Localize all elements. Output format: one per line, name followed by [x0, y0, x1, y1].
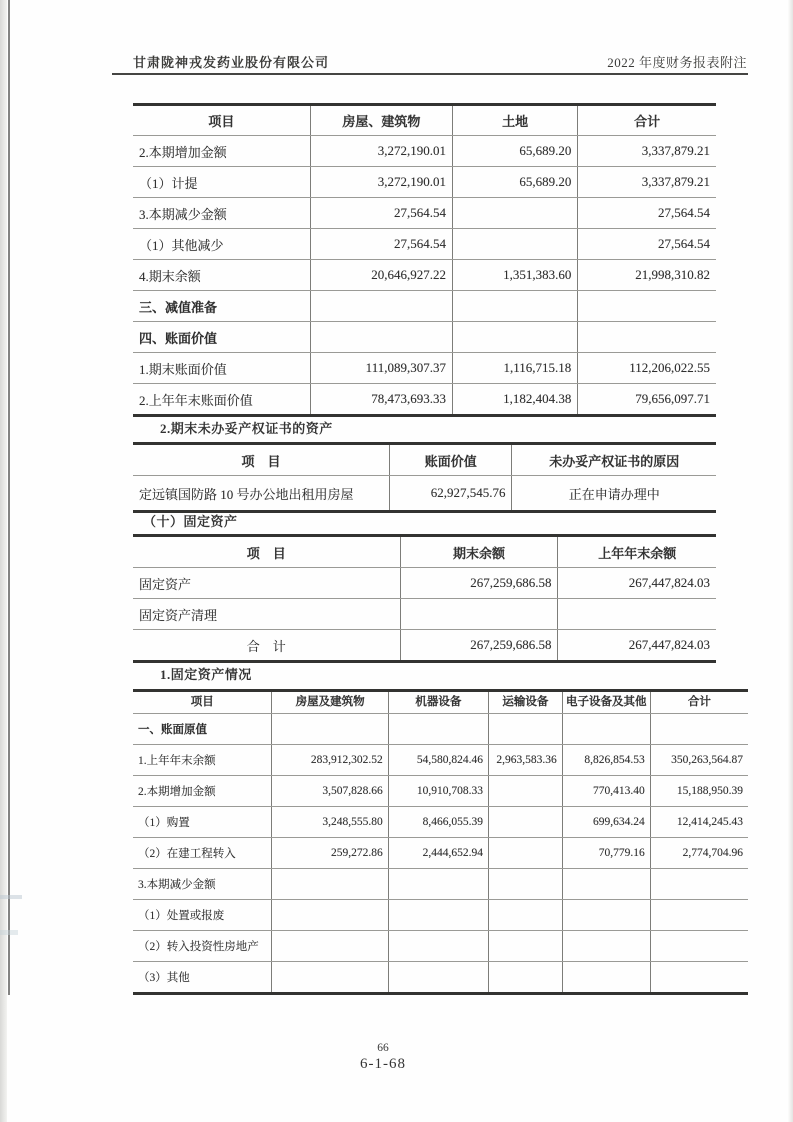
- value-cell: [388, 900, 488, 931]
- value-cell: [452, 291, 577, 322]
- section-heading-fixed-assets-detail: 1.固定资产情况: [160, 667, 252, 682]
- value-cell: 27,564.54: [578, 198, 716, 229]
- value-cell: [272, 962, 388, 994]
- value-cell: 10,910,708.33: [388, 776, 488, 807]
- value-cell: 112,206,022.55: [578, 353, 716, 384]
- value-cell: 3,248,555.80: [272, 807, 388, 838]
- row-label-cell: 3.本期减少金额: [133, 198, 310, 229]
- value-cell: 1,351,383.60: [452, 260, 577, 291]
- page-footer: [0, 1042, 766, 1073]
- row-label-cell: 固定资产清理: [133, 599, 400, 630]
- value-cell: [488, 838, 562, 869]
- company-name: 甘肃陇神戎发药业股份有限公司: [133, 55, 330, 70]
- table-row: [133, 931, 748, 962]
- table-row: [133, 568, 716, 599]
- unregistered-assets-table: [133, 442, 716, 513]
- value-cell: [578, 291, 716, 322]
- table-row: [133, 869, 748, 900]
- column-header: 机器设备: [388, 691, 488, 714]
- value-cell: 267,447,824.03: [628, 637, 710, 652]
- value-cell: [578, 322, 716, 353]
- value-cell: 2,963,583.36: [488, 745, 562, 776]
- row-label-cell: 4.期末余额: [133, 260, 310, 291]
- value-cell: [388, 869, 488, 900]
- row-label-cell: 2.上年年末账面价值: [133, 384, 310, 416]
- table-row: [133, 476, 716, 512]
- table-row: [133, 900, 748, 931]
- section-heading-unregistered-assets: 2.期末未办妥产权证书的资产: [160, 421, 333, 436]
- page-number: 66: [377, 1042, 389, 1054]
- value-cell: [310, 291, 452, 322]
- value-cell: [488, 714, 562, 745]
- value-cell: [272, 900, 388, 931]
- value-cell: [388, 931, 488, 962]
- table-row: [133, 353, 716, 384]
- value-cell: [650, 714, 748, 745]
- scan-edge-line: [8, 0, 10, 995]
- value-cell: [488, 869, 562, 900]
- column-header: 未办妥产权证书的原因: [512, 444, 716, 476]
- value-cell: 267,259,686.58: [400, 630, 558, 662]
- value-cell: 65,689.20: [452, 136, 577, 167]
- value-cell: 259,272.86: [272, 838, 388, 869]
- value-cell: [310, 322, 452, 353]
- column-header: 合计: [578, 105, 716, 136]
- row-label-cell: （2）在建工程转入: [133, 838, 272, 869]
- row-label-cell: 固定资产: [133, 568, 400, 599]
- column-header: 账面价值: [390, 444, 512, 476]
- table-row: [133, 384, 716, 416]
- column-header: 合计: [650, 691, 748, 714]
- value-cell: [388, 714, 488, 745]
- row-label-cell: 1.上年年末余额: [133, 745, 272, 776]
- table-row: [133, 167, 716, 198]
- scan-smudge: [0, 895, 22, 899]
- value-cell: [562, 714, 650, 745]
- value-cell: [488, 931, 562, 962]
- header-rule: [112, 73, 748, 75]
- table-row: [133, 599, 716, 630]
- value-cell: 62,927,545.76: [390, 476, 512, 512]
- row-label-cell: 3.本期减少金额: [133, 869, 272, 900]
- value-cell: 2,774,704.96: [650, 838, 748, 869]
- value-cell: 27,564.54: [310, 198, 452, 229]
- value-cell: 350,263,564.87: [650, 745, 748, 776]
- table-row: [133, 807, 748, 838]
- value-cell: 正在申请办理中: [568, 486, 660, 502]
- table-row: [133, 136, 716, 167]
- table-row: [133, 322, 716, 353]
- value-cell: [272, 931, 388, 962]
- value-cell: [488, 776, 562, 807]
- value-cell: [272, 869, 388, 900]
- value-cell: 8,466,055.39: [388, 807, 488, 838]
- column-header: 房屋及建筑物: [272, 691, 388, 714]
- value-cell: 770,413.40: [562, 776, 650, 807]
- value-cell: 54,580,824.46: [388, 745, 488, 776]
- row-label-cell: 四、账面价值: [133, 322, 310, 353]
- column-header: 土地: [452, 105, 577, 136]
- row-label-cell: 1.期末账面价值: [133, 353, 310, 384]
- value-cell: 20,646,927.22: [310, 260, 452, 291]
- value-cell: 15,188,950.39: [650, 776, 748, 807]
- fixed-assets-detail-table: [133, 689, 748, 995]
- row-label-cell: 合 计: [133, 630, 400, 662]
- value-cell: 3,337,879.21: [578, 136, 716, 167]
- value-cell: [452, 322, 577, 353]
- table-row: [133, 838, 748, 869]
- column-header: 项目: [133, 691, 272, 714]
- value-cell: [452, 229, 577, 260]
- value-cell: 699,634.24: [562, 807, 650, 838]
- table-row: [133, 229, 716, 260]
- value-cell: [400, 599, 558, 630]
- value-cell: 267,447,824.03: [558, 568, 716, 599]
- column-header: 项 目: [133, 536, 400, 568]
- row-label-cell: （1）其他减少: [133, 229, 310, 260]
- row-label-cell: （3）其他: [133, 962, 272, 994]
- depreciation-continuation-table: [133, 103, 716, 417]
- table-row: [133, 198, 716, 229]
- value-cell: 1,116,715.18: [452, 353, 577, 384]
- value-cell: 27,564.54: [578, 229, 716, 260]
- row-label-cell: 2.本期增加金额: [133, 776, 272, 807]
- value-cell: [272, 714, 388, 745]
- table-row: [133, 745, 748, 776]
- value-cell: [650, 962, 748, 994]
- row-label-cell: 一、账面原值: [133, 714, 272, 745]
- value-cell: 3,272,190.01: [310, 167, 452, 198]
- value-cell: 21,998,310.82: [578, 260, 716, 291]
- page-code: 6-1-68: [360, 1056, 406, 1072]
- row-label-cell: （1）购置: [133, 807, 272, 838]
- value-cell: 2,444,652.94: [388, 838, 488, 869]
- value-cell: 111,089,307.37: [310, 353, 452, 384]
- value-cell: [562, 931, 650, 962]
- row-label-cell: （1）处置或报废: [133, 900, 272, 931]
- value-cell: [388, 962, 488, 994]
- document-title: 2022 年度财务报表附注: [607, 55, 747, 70]
- value-cell: [488, 807, 562, 838]
- section-heading-fixed-assets: （十）固定资产: [143, 514, 238, 529]
- value-cell: [558, 599, 716, 630]
- table-row: [133, 962, 748, 994]
- row-label-cell: （1）计提: [133, 167, 310, 198]
- column-header: 期末余额: [400, 536, 558, 568]
- row-label-cell: 定远镇国防路 10 号办公地出租用房屋: [133, 476, 390, 512]
- value-cell: [488, 962, 562, 994]
- row-label-cell: 2.本期增加金额: [133, 136, 310, 167]
- column-header: 项目: [133, 105, 310, 136]
- value-cell: [650, 900, 748, 931]
- value-cell: 283,912,302.52: [272, 745, 388, 776]
- table-row: [133, 776, 748, 807]
- scan-right-shade: [788, 0, 793, 1122]
- row-label-cell: 三、减值准备: [133, 291, 310, 322]
- value-cell: 27,564.54: [310, 229, 452, 260]
- fixed-assets-summary-table: [133, 534, 716, 663]
- value-cell: [452, 198, 577, 229]
- value-cell: 3,272,190.01: [310, 136, 452, 167]
- value-cell: [650, 869, 748, 900]
- value-cell: 3,507,828.66: [272, 776, 388, 807]
- scan-left-shade: [0, 0, 7, 1122]
- value-cell: [650, 931, 748, 962]
- table-row: [133, 714, 748, 745]
- table-row: [133, 291, 716, 322]
- value-cell: 65,689.20: [452, 167, 577, 198]
- value-cell: 78,473,693.33: [310, 384, 452, 416]
- value-cell: 79,656,097.71: [635, 391, 710, 406]
- value-cell: 267,259,686.58: [400, 568, 558, 599]
- column-header: 电子设备及其他: [562, 691, 650, 714]
- value-cell: 70,779.16: [562, 838, 650, 869]
- value-cell: [562, 900, 650, 931]
- column-header: 项 目: [133, 444, 390, 476]
- column-header: 上年年末余额: [558, 536, 716, 568]
- value-cell: [562, 869, 650, 900]
- column-header: 房屋、建筑物: [310, 105, 452, 136]
- value-cell: 12,414,245.43: [650, 807, 748, 838]
- row-label-cell: （2）转入投资性房地产: [133, 931, 272, 962]
- value-cell: 3,337,879.21: [578, 167, 716, 198]
- table-row: [133, 260, 716, 291]
- scan-smudge: [0, 930, 18, 935]
- column-header: 运输设备: [488, 691, 562, 714]
- value-cell: [488, 900, 562, 931]
- value-cell: 1,182,404.38: [452, 384, 577, 416]
- table-row: [133, 630, 716, 662]
- value-cell: [562, 962, 650, 994]
- value-cell: 8,826,854.53: [562, 745, 650, 776]
